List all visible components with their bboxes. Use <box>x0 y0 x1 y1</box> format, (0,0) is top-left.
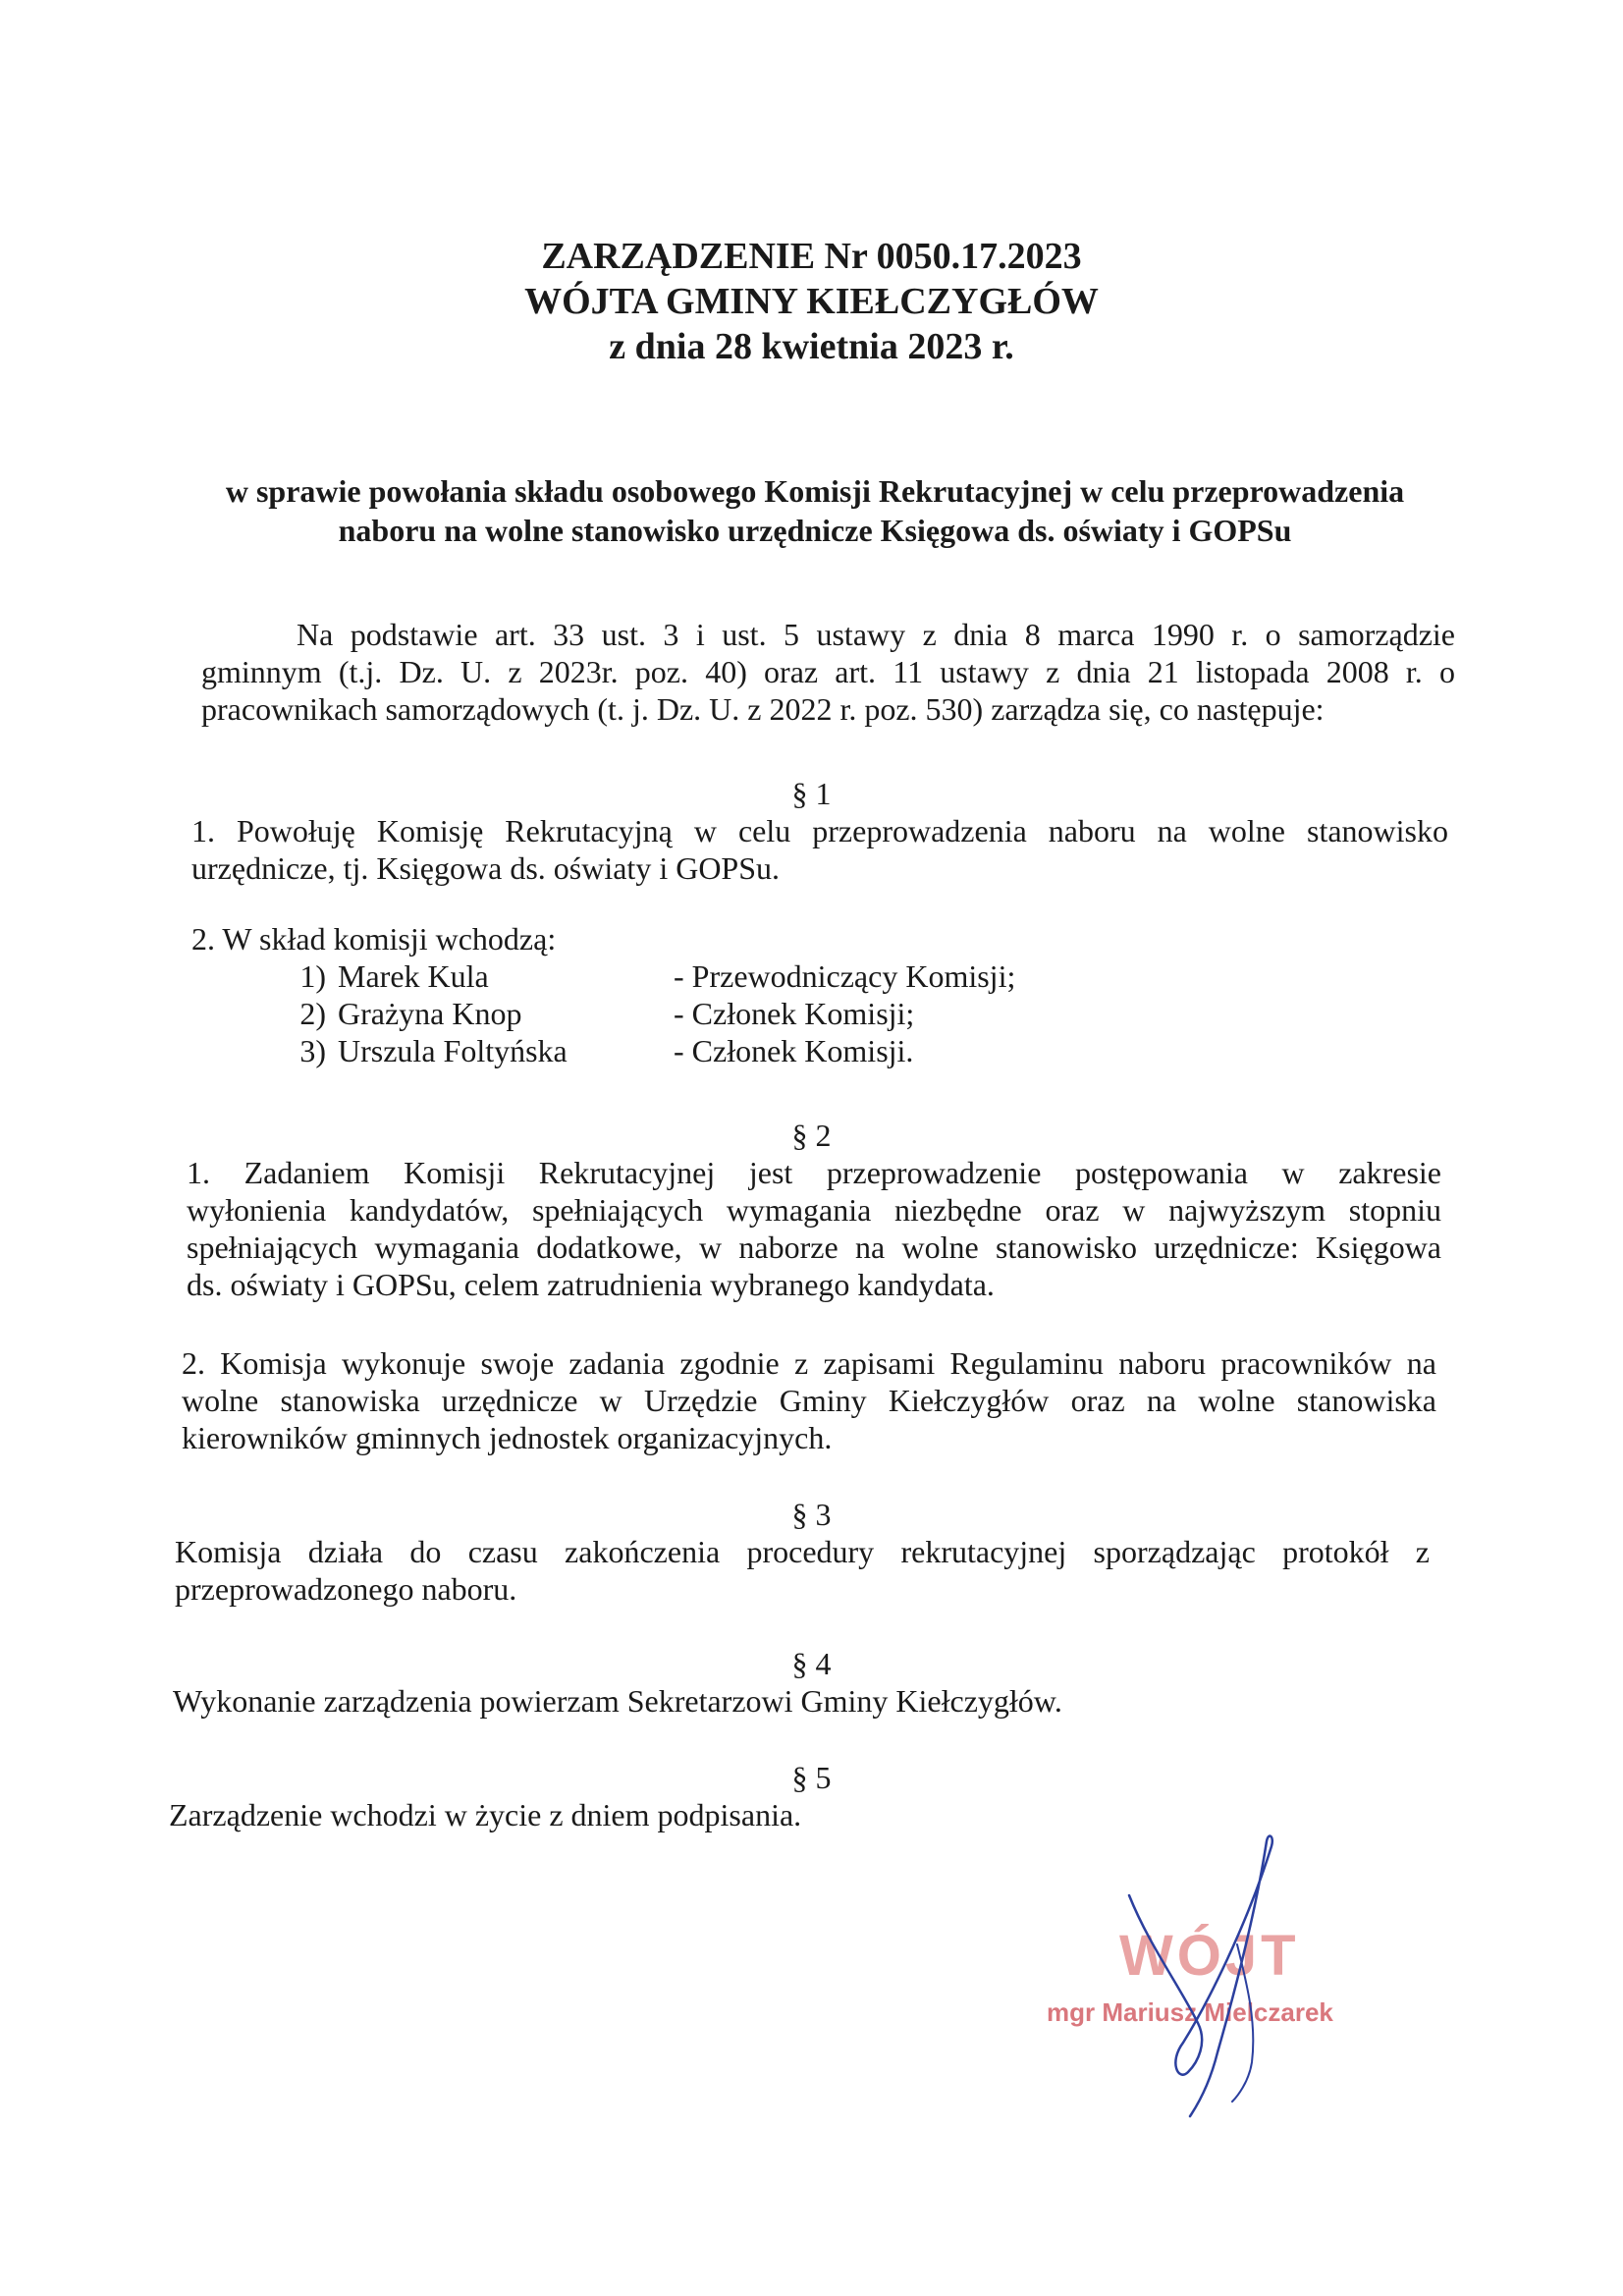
stamp-title: WÓJT <box>1119 1924 1300 1988</box>
section-4-sign: § 4 <box>791 1646 832 1681</box>
member-number: 3) <box>299 1033 326 1068</box>
section-5-line-1: Zarządzenie wchodzi w życie z dniem podpisania. <box>169 1797 802 1832</box>
section-3-sign: § 3 <box>791 1497 832 1532</box>
member-number: 2) <box>299 996 326 1031</box>
member-row <box>285 996 1070 1033</box>
member-role: - Członek Komisji; <box>674 996 915 1031</box>
member-role: - Członek Komisji. <box>674 1033 914 1068</box>
section-1-p1-line-1: 1. Powołuję Komisję Rekrutacyjną w celu przeprowadzenia naboru na wolne stanowisko <box>191 813 1448 848</box>
section-1-sign: § 1 <box>791 776 832 811</box>
preamble-line-2: gminnym (t.j. Dz. U. z 2023r. poz. 40) oraz art. 11 ustawy z dnia 21 listopada 2008 r. o <box>201 654 1455 689</box>
section-2-sign: § 2 <box>791 1118 832 1153</box>
member-name: Grażyna Knop <box>338 996 522 1031</box>
issuer-title: WÓJTA GMINY KIEŁCZYGŁÓW <box>524 281 1099 322</box>
subject-line-1: w sprawie powołania składu osobowego Komisji Rekrutacyjnej w celu przeprowadzenia <box>225 473 1405 509</box>
section-2-p1-line-3: spełniających wymagania dodatkowe, w naborze na wolne stanowisko urzędnicze: Księgowa <box>187 1230 1441 1265</box>
member-name: Marek Kula <box>338 958 489 994</box>
preamble-line-1: Na podstawie art. 33 ust. 3 i ust. 5 ustawy z dnia 8 marca 1990 r. o samorządzie <box>297 617 1455 652</box>
ordinance-number: ZARZĄDZENIE Nr 0050.17.2023 <box>541 236 1082 277</box>
section-3-line-2: przeprowadzonego naboru. <box>175 1571 517 1607</box>
section-5-sign: § 5 <box>791 1760 832 1795</box>
section-1-p1-line-2: urzędnicze, tj. Księgowa ds. oświaty i GOPSu. <box>191 850 781 886</box>
section-2-p1-line-2: wyłonienia kandydatów, spełniających wymagania niezbędne oraz w najwyższym stopniu <box>187 1192 1441 1228</box>
section-2-p1-line-1: 1. Zadaniem Komisji Rekrutacyjnej jest przeprowadzenie postępowania w zakresie <box>187 1155 1441 1190</box>
section-1-p2-intro: 2. W skład komisji wchodzą: <box>191 921 557 957</box>
ordinance-date: z dnia 28 kwietnia 2023 r. <box>609 326 1014 367</box>
section-2-p2-line-3: kierowników gminnych jednostek organizacyjnych. <box>182 1420 833 1455</box>
section-4-line-1: Wykonanie zarządzenia powierzam Sekretarzowi Gminy Kiełczygłów. <box>173 1683 1062 1719</box>
member-role: - Przewodniczący Komisji; <box>674 958 1016 994</box>
section-2-p1-line-4: ds. oświaty i GOPSu, celem zatrudnienia wybranego kandydata. <box>187 1267 995 1302</box>
member-number: 1) <box>299 958 326 994</box>
preamble-line-3: pracownikach samorządowych (t. j. Dz. U. z 2022 r. poz. 530) zarządza się, co następuje: <box>201 691 1325 727</box>
section-2-p2-line-1: 2. Komisja wykonuje swoje zadania zgodnie z zapisami Regulaminu naboru pracowników na <box>182 1345 1436 1381</box>
member-name: Urszula Foltyńska <box>338 1033 568 1068</box>
member-row <box>285 1033 1070 1070</box>
member-row <box>285 958 1070 996</box>
section-3-line-1: Komisja działa do czasu zakończenia procedury rekrutacyjnej sporządzając protokół z <box>175 1534 1430 1569</box>
handwritten-signature <box>1090 1827 1325 2121</box>
subject-line-2: naboru na wolne stanowisko urzędnicze Księgowa ds. oświaty i GOPSu <box>338 513 1292 548</box>
section-2-p2-line-2: wolne stanowiska urzędnicze w Urzędzie Gminy Kiełczygłów oraz na wolne stanowiska <box>182 1383 1436 1418</box>
stamp-name: mgr Mariusz Mielczarek <box>1047 1997 1333 2027</box>
